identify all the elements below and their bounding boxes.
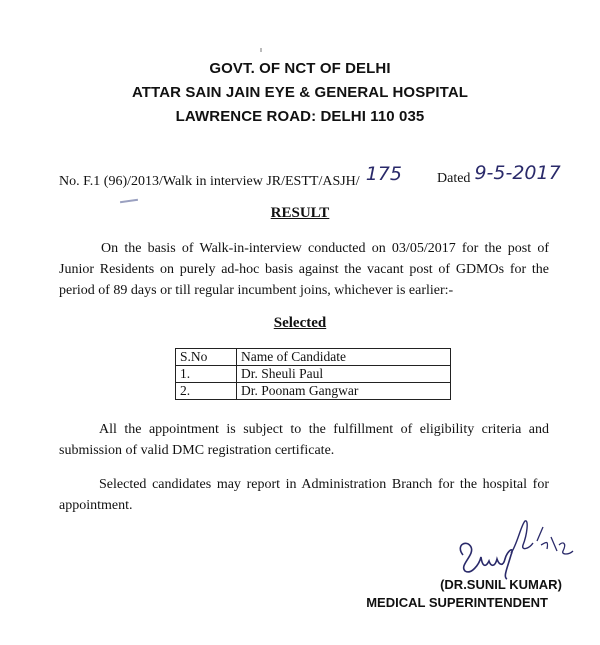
cell-candidate-name: Dr. Sheuli Paul bbox=[237, 366, 451, 383]
table-header-row bbox=[176, 349, 451, 366]
dated-label: Dated bbox=[437, 171, 471, 186]
header-government: GOVT. OF NCT OF DELHI bbox=[209, 60, 391, 77]
reporting-paragraph: Selected candidates may report in Administration Branch for the hospital for appointment. bbox=[59, 477, 549, 513]
table-row bbox=[176, 383, 451, 400]
handwritten-reference-number: 175 bbox=[365, 163, 402, 185]
eligibility-paragraph: All the appointment is subject to the fulfillment of eligibility criteria and submission of valid DMC registration certificate. bbox=[59, 422, 549, 458]
intro-paragraph: On the basis of Walk-in-interview conducted on 03/05/2017 for the post of Junior Residents on purely ad-hoc basis against the vacant post of GDMOs for the period of 89 days or till regular incumbent joins, whichever is earlier:- bbox=[59, 241, 549, 298]
reference-number: No. F.1 (96)/2013/Walk in interview JR/ESTT/ASJH/ bbox=[59, 174, 360, 189]
cell-candidate-name: Dr. Poonam Gangwar bbox=[237, 383, 451, 400]
signatory-designation: MEDICAL SUPERINTENDENT bbox=[366, 595, 548, 610]
result-heading: RESULT bbox=[270, 205, 330, 221]
cell-sno: 2. bbox=[176, 383, 237, 400]
column-header-sno: S.No bbox=[176, 349, 237, 366]
scan-speck bbox=[260, 48, 262, 52]
candidates-table bbox=[175, 348, 451, 400]
header-address: LAWRENCE ROAD: DELHI 110 035 bbox=[175, 108, 425, 125]
column-header-name: Name of Candidate bbox=[237, 349, 451, 366]
signature-icon bbox=[445, 515, 585, 585]
selected-heading: Selected bbox=[273, 315, 327, 331]
pen-mark bbox=[120, 199, 138, 203]
cell-sno: 1. bbox=[176, 366, 237, 383]
signatory-name: (DR.SUNIL KUMAR) bbox=[440, 577, 562, 592]
header-hospital: ATTAR SAIN JAIN EYE & GENERAL HOSPITAL bbox=[131, 84, 469, 101]
reference-line bbox=[59, 163, 402, 190]
handwritten-date: 9-5-2017 bbox=[474, 162, 561, 184]
dated-line bbox=[437, 162, 561, 187]
signatory-name-line bbox=[0, 577, 586, 592]
table-row bbox=[176, 366, 451, 383]
